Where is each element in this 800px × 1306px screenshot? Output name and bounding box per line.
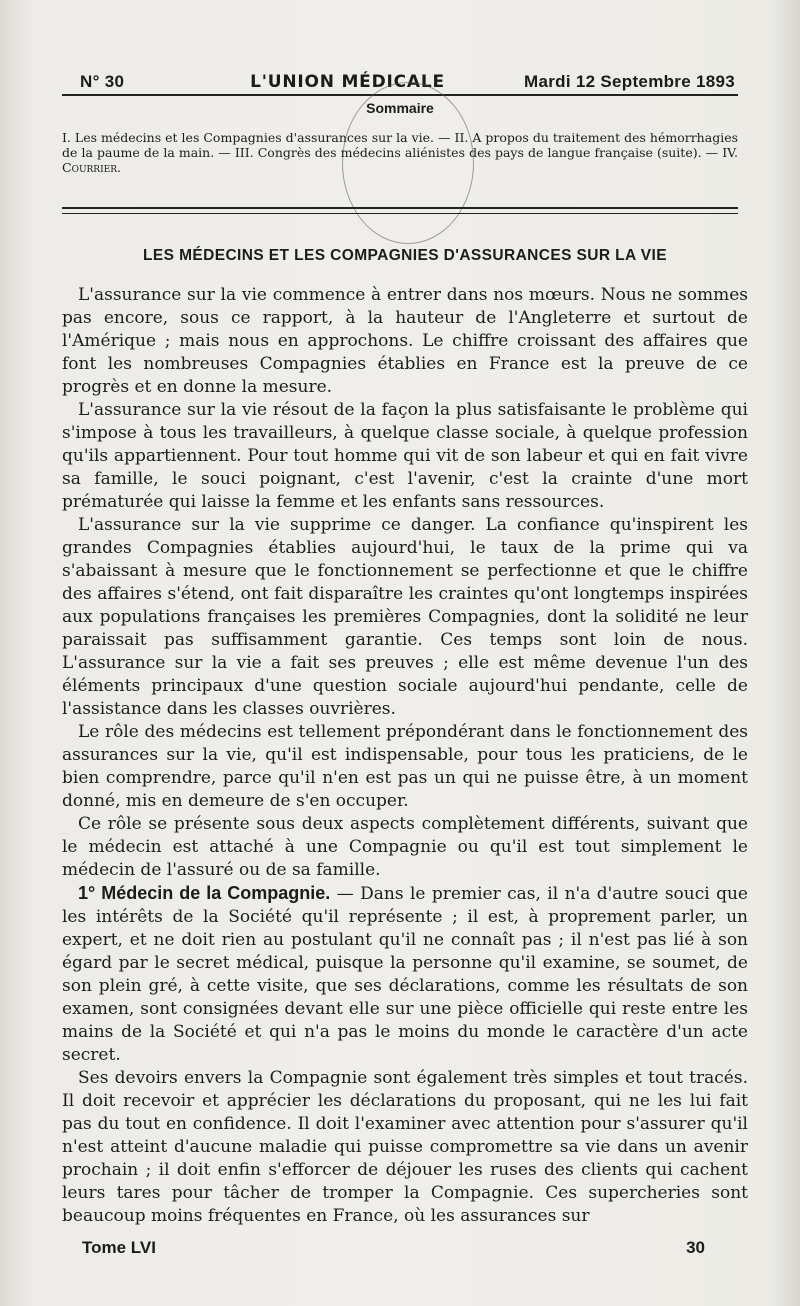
section-heading: 1° Médecin de la Compagnie.: [78, 883, 331, 903]
journal-title: L'UNION MÉDICALE: [250, 72, 445, 92]
summary-block: [62, 130, 738, 175]
section-text: — Dans le premier cas, il n'a d'autre souci que les intérêts de la Société qu'il représente ; il est, à proprement parler, un expert, et ne doit rien au postulant qu'il ne connaît pas ; il n'est pas lié à son égard par le secret médical, puisque la personne qu'il examine, se soumet, de son plein gré, à cette visite, que ses déclarations, comme les résultats de son examen, sont consignées devant elle sur une pièce officielle qui reste entre les mains de la Société et qui n'a pas le moins du monde le caractère d'un acte secret.: [62, 884, 748, 1065]
summary-courrier: Courrier.: [62, 160, 121, 175]
volume-label: Tome LVI: [82, 1238, 156, 1257]
paragraph: Ses devoirs envers la Compagnie sont également très simples et tout tracés. Il doit recevoir et apprécier les déclarations du proposant, qui ne les lui fait pas du tout en confidence. Il doit l'examiner avec attention pour s'assurer qu'il n'est atteint d'aucune maladie qui puisse compromettre sa vie dans un avenir prochain ; il doit enfin s'efforcer de déjouer les ruses des clients qui cachent leurs tares pour tâcher de tromper la Compagnie. Ces supercheries sont beaucoup moins fréquentes en France, où les assurances sur: [62, 1068, 748, 1226]
summary-title: Sommaire: [366, 100, 434, 116]
paragraph: L'assurance sur la vie résout de la façon la plus satisfaisante le problème qui s'impose à tous les travailleurs, à quelque classe sociale, à quelque profession qu'ils appartiennent. Pour tout homme qui vit de son labeur et qui en fait vivre sa famille, le souci poignant, c'est l'avenir, c'est la crainte d'une mort prématurée qui laisse la femme et les enfants sans ressources.: [62, 400, 748, 512]
paragraph: L'assurance sur la vie commence à entrer dans nos mœurs. Nous ne sommes pas encore, sous ce rapport, à la hauteur de l'Angleterre et surtout de l'Amérique ; mais nous en approchons. Le chiffre croissant des affaires que font les nombreuses Compagnies établies en France est la preuve de ce progrès et en donne la mesure.: [62, 285, 748, 397]
paragraph: Ce rôle se présente sous deux aspects complètement différents, suivant que le médecin est attaché à une Compagnie ou qu'il est tout simplement le médecin de l'assuré ou de sa famille.: [62, 814, 748, 880]
paragraph: L'assurance sur la vie supprime ce danger. La confiance qu'inspirent les grandes Compagnies établies aujourd'hui, le taux de la prime qui va s'abaissant à mesure que le fonctionnement se perfectionne et que le chiffre des affaires s'étend, ont fait disparaître les craintes qu'ont longtemps inspirées aux populations françaises les premières Compagnies, dont la solidité ne leur paraissait pas suffisamment garantie. Ces temps sont loin de nous. L'assurance sur la vie a fait ses preuves ; elle est même devenue l'un des éléments principaux d'une question sociale aujourd'hui pendante, celle de l'assistance dans les classes ouvrières.: [62, 515, 748, 719]
summary-rule-thick: [62, 207, 738, 209]
summary-rule-thin: [62, 213, 738, 214]
issue-number: N° 30: [80, 72, 125, 91]
article-title: LES MÉDECINS ET LES COMPAGNIES D'ASSURANCES SUR LA VIE: [143, 247, 667, 264]
page-footer: [82, 1238, 705, 1258]
section-paragraph: [62, 882, 748, 1067]
paragraph: Le rôle des médecins est tellement prépondérant dans le fonctionnement des assurances sur la vie, qu'il est indispensable, pour tous les praticiens, de le bien comprendre, parce qu'il n'en est pas un qui ne puisse être, à un moment donné, mis en demeure de s'en occuper.: [62, 722, 748, 811]
article-body: [62, 284, 748, 1228]
page-number: 30: [686, 1238, 705, 1257]
summary-text: I. Les médecins et les Compagnies d'assurances sur la vie. — II. A propos du traitement des hémorrhagies de la paume de la main. — III. Congrès des médecins aliénistes des pays de langue française (suite). — IV.: [62, 130, 738, 160]
issue-date: Mardi 12 Septembre 1893: [524, 72, 735, 91]
